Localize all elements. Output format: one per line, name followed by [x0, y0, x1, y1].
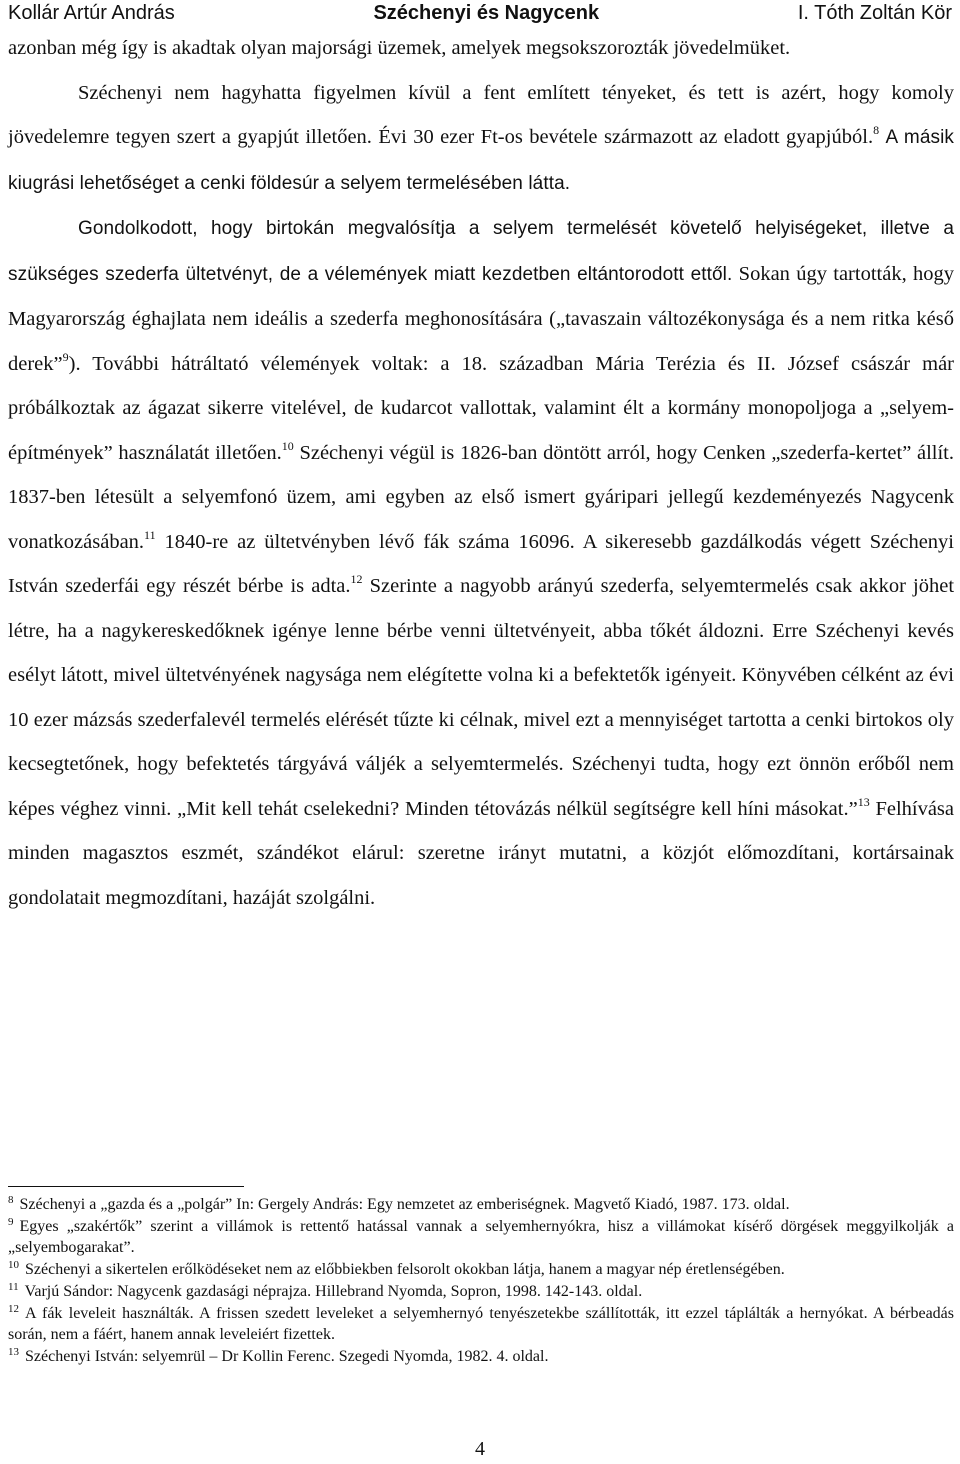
- paragraph-3-text-e: 1840-re az ültetvényben lévő fák száma 16096. A sikeresebb gazdálkodás végett Széchenyi István szederfái egy részét bérbe is adta.: [8, 530, 954, 597]
- paragraph-2: [8, 71, 954, 207]
- paragraph-2-text-b: A másik kiugrási lehetőséget a cenki földesúr a selyem termelésében látta.: [8, 127, 955, 194]
- paragraph-3-text-f: Szerinte a nagyobb arányú szederfa, selyemtermelés csak akkor jöhet létre, ha a nagykereskedőknek igénye lenne bérbe venni ültetvényeit, abba tőkét áldozni. Erre Széchenyi kevés esélyt látott, mivel ültetvényének nagysága nem elégítette volna ki a befektetők igényeit. Könyvében célként az évi 10 ezer mázsás szederfalevél termelés elérését tűzte ki célnak, mivel ezt a mennyiséget tartotta a cenki birtokos oly kecsegtetőnek, hogy befektetés tárgyává váljék a selyemtermelés. Széchenyi tudta, hogy ezt önnön erőből nem képes véghez vinni. „Mit kell tehát cselekedni? Minden tétovázás nélkül segítségre kell híni másokat.”: [8, 575, 955, 820]
- footnote-10: [8, 1259, 954, 1281]
- footnote-number: 11: [8, 1280, 19, 1293]
- footnote-text: Varjú Sándor: Nagycenk gazdasági néprajza. Hillebrand Nyomda, Sopron, 1998. 142-143. oldal.: [24, 1282, 643, 1300]
- paragraph-3-text-c: ). További hátráltató vélemények voltak: a 18. században Mária Terézia és II. József császár már próbálkoztak az ágazat sikerre vitelével, de kudarcot vallottak, valamint élt a kormány monopoljoga a „selyem-építmények” használatát illetően.: [8, 352, 954, 464]
- footnote-text: Széchenyi a sikertelen erőlködéseket nem az előbbiekben felsorolt okokban látja, hanem a magyar nép éretlenségében.: [25, 1261, 785, 1279]
- paragraph-3-text-b: Sokan úgy tartották, hogy Magyarország éghajlata nem ideális a szederfa meghonosítására („tavaszain változékonysága és a nem ritka késő derek”: [8, 262, 954, 375]
- footnote-ref-12[interactable]: 12: [350, 572, 363, 586]
- footnote-number: 10: [8, 1259, 19, 1272]
- footnote-text: Széchenyi a „gazda és a „polgár” In: Gergely András: Egy nemzetet az emberiségnek. Magvető Kiadó, 1987. 173. oldal.: [19, 1196, 790, 1213]
- footnote-ref-10[interactable]: 10: [281, 438, 294, 453]
- paragraph-1-text: azonban még így is akadtak olyan majorsági üzemek, amelyek megsokszorozták jövedelmüket.: [8, 37, 791, 59]
- paragraph-3: [8, 206, 954, 920]
- footnote-ref-11[interactable]: 11: [144, 527, 156, 542]
- footnote-text: A fák leveleit használták. A frissen szedett leveleket a selyemhernyó tenyészetekbe szállították, itt ezzel táplálták a hernyókat. A bérbeadás során, nem a fáért, hanem annak leveleiért fizettek.: [8, 1304, 954, 1344]
- footnote-9: [8, 1216, 954, 1259]
- footnote-ref-13[interactable]: 13: [857, 794, 870, 809]
- footnotes: [8, 1194, 954, 1368]
- header-author: Kollár Artúr András: [8, 2, 175, 24]
- main-text: [8, 26, 954, 920]
- footnote-text: Egyes „szakértők” szerint a villámok is rettentő hatással vannak a selyemhernyókra, hisz a villámokat kísérő dörgések meggyilkolják a „selyembogarakat”.: [8, 1217, 954, 1257]
- page-number: 4: [475, 1438, 485, 1460]
- footnote-ref-9[interactable]: 9: [62, 349, 69, 364]
- footnote-12: [8, 1303, 954, 1346]
- header-title: Széchenyi és Nagycenk: [373, 2, 600, 24]
- header-organization: I. Tóth Zoltán Kör: [797, 2, 952, 24]
- footnote-separator: [8, 1186, 244, 1187]
- footnote-13: [8, 1346, 954, 1368]
- footnote-number: 13: [8, 1345, 19, 1358]
- footnote-number: 9: [8, 1215, 14, 1228]
- paragraph-3-text-d: Széchenyi végül is 1826-ban döntött arról, hogy Cenken „szederfa-kertet” állít. 1837-ben létesült a selyemfonó üzem, ami egyben az első ismert gyáripari jellegű kezdeményezés Nagycenk vonatkozásában.: [8, 441, 954, 553]
- paragraph-3-text-a: Gondolkodott, hogy birtokán megvalósítja a selyem termelését követelő helyiségeket, illetve a szükséges szederfa ültetvényt, de a vélemények miatt kezdetben eltántorodott ettől.: [8, 218, 954, 285]
- footnote-text: Széchenyi István: selyemrül – Dr Kollin Ferenc. Szegedi Nyomda, 1982. 4. oldal.: [25, 1347, 549, 1365]
- paragraph-2-text-a: Széchenyi nem hagyhatta figyelmen kívül a fent említett tényeket, és tett is azért, hogy komoly jövedelemre tegyen szert a gyapjút illetően. Évi 30 ezer Ft-os bevétele származott az eladott gyapjúból.: [8, 81, 954, 148]
- paragraph-3-text-g: Felhívása minden magasztos eszmét, szándékot elárul: szeretne irányt mutatni, a közjót előmozdítani, kortársainak gondolatait megmozdítani, hazáját szolgálni.: [8, 797, 955, 909]
- paragraph-1: [8, 26, 954, 71]
- footnote-8: [8, 1194, 954, 1216]
- footnote-ref-8[interactable]: 8: [873, 123, 880, 137]
- footnote-number: 8: [8, 1194, 14, 1206]
- footnote-number: 12: [8, 1302, 19, 1315]
- footnote-11: [8, 1281, 954, 1303]
